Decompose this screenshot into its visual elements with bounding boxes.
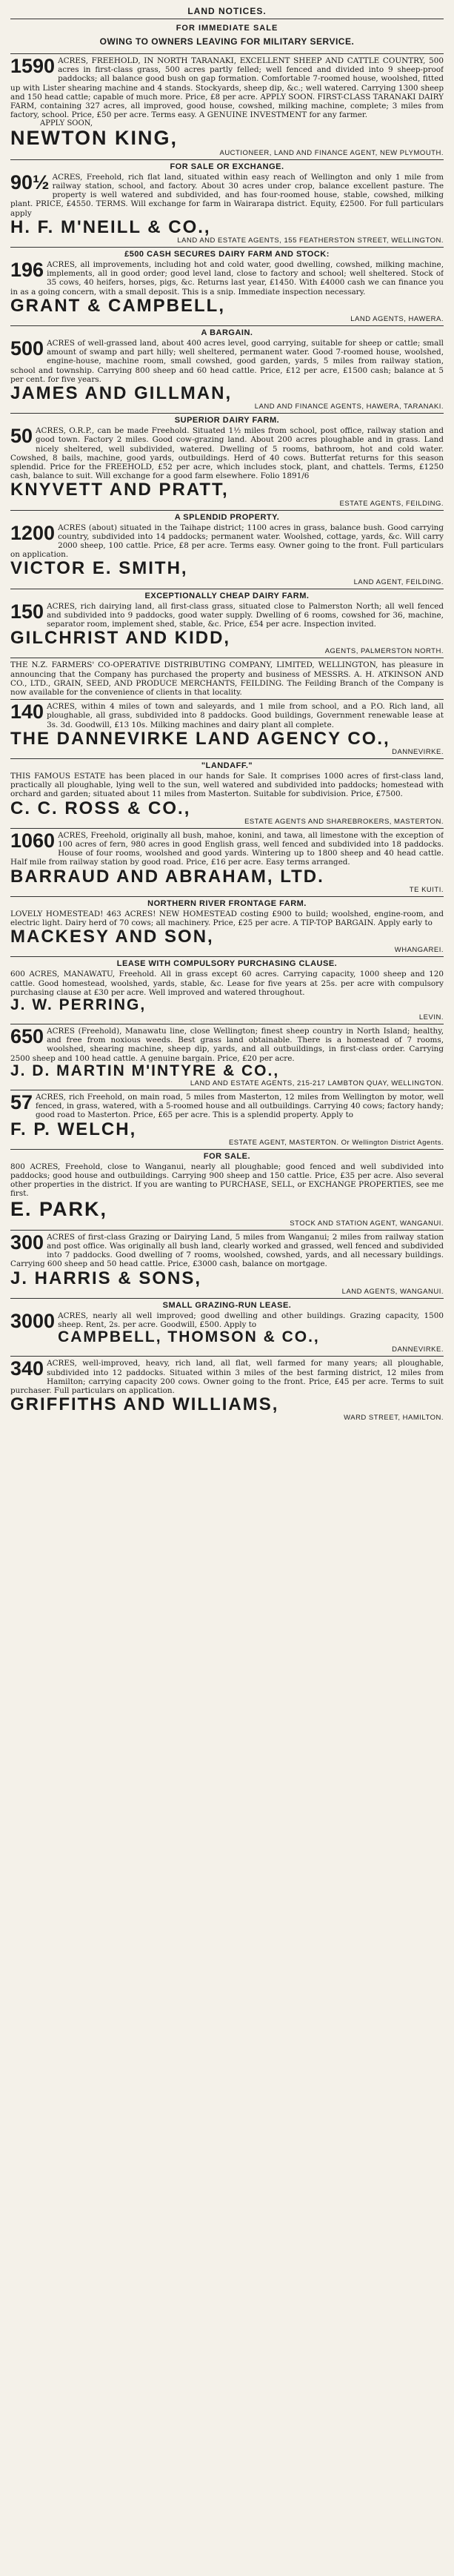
ad-heading: FOR SALE OR EXCHANGE.: [170, 162, 284, 171]
ad-acreage: 1200: [10, 521, 56, 544]
ad-block: [10, 245, 444, 323]
ad-firm-address: AUCTIONEER, LAND AND FINANCE AGENT, NEW PLYMOUTH.: [219, 148, 444, 157]
ad-firm-name: J. HARRIS & SONS,: [10, 1268, 202, 1288]
ad-firm-address: STOCK AND STATION AGENT, WANGANUI.: [290, 1219, 444, 1228]
ad-heading: A BARGAIN.: [201, 328, 253, 337]
ad-body: [10, 970, 444, 997]
ad-text: ACRES, O.R.P., can be made Freehold. Situated 1½ miles from school, post office, railway station and good town. Factory 2 miles. Good cow-grazing land. About 200 acres ploughable and in grass. Land nicely sheltered, well subdivided, watered. Dwelling of 5 rooms, bathroom, hot and cold water. Cowshed, 8 bails, machine, good yards, outbuildings. Herd of 40 cows. Butterfat returns for this season splendid. Price for the FREEHOLD, £52 per acre, which includes stock, plant, and chattels. Terms, £1250 cash, balance to suit. Will exchange for a good farm elsewhere. Folio 1891/6: [10, 426, 444, 481]
masthead: [10, 6, 444, 47]
ad-block: [10, 1022, 444, 1087]
ad-firm-name: THE DANNEVIRKE LAND AGENCY CO.,: [10, 728, 390, 749]
ad-firm-name: C. C. ROSS & CO.,: [10, 798, 191, 818]
ad-acreage: 650: [10, 1025, 44, 1048]
ad-block: [10, 697, 444, 756]
ad-text: 800 ACRES, Freehold, close to Wanganui, nearly all ploughable; good fenced and well subdivided into paddocks; good house and outbuildings. Carrying 900 sheep and 150 cattle. Price, £35 per acre. Also several other properties in the district. If you are wanting to PURCHASE, SELL, or EXCHANGE PROPERTIES, see me first.: [10, 1162, 444, 1199]
divider: [10, 1298, 444, 1299]
ad-body: [10, 170, 444, 218]
ad-acreage: 150: [10, 600, 44, 623]
ad-text: ACRES, rich Freehold, on main road, 5 miles from Masterton, 12 miles from Wellington by motor, well fenced, in grass, watered, with a 5-roomed house and all outbuildings. Carrying 40 cows; factory handy; good road to Masterton. Price, £65 per acre. This is a splendid property. Apply to: [36, 1092, 444, 1120]
ad-firm-address: LAND AGENTS, HAWERA.: [350, 314, 444, 323]
ad-firm-address: LAND AGENTS, WANGANUI.: [341, 1287, 444, 1296]
ad-acreage: 90½: [10, 170, 50, 193]
divider: [10, 1230, 444, 1231]
ad-body: [10, 523, 444, 560]
ad-body: [10, 1359, 444, 1395]
divider: [10, 896, 444, 897]
ad-body: [10, 1309, 444, 1332]
ad-acreage: 140: [10, 701, 44, 724]
ad-text: THE N.Z. FARMERS' CO-OPERATIVE DISTRIBUTING COMPANY, LIMITED, WELLINGTON, has pleasure in announcing that the Company has purchased the property and business of MESSRS. A. H. ATKINSON AND CO., LTD., GRAIN, SEED, AND PRODUCE MERCHANTS, FEILDING. The Feilding Branch of the Company is now available for the convenience of clients in that locality.: [10, 660, 444, 697]
ad-body: [10, 1090, 444, 1120]
ad-text: ACRES, FREEHOLD, IN NORTH TARANAKI, EXCELLENT SHEEP AND CATTLE COUNTRY, 500 acres in first-class grass, 500 acres partly felled; well fenced and divided into 9 sheep-proof paddocks; all balance good bush on gap formation. Comfortable 7-roomed house, woolshed, fitted up with Lister shearing machine and 4 stands. Stockyards, sheep dip, &c.; well watered. Carrying 1300 sheep and 150 head cattle; capable of much more. Price, £8 per acre. APPLY SOON. FIRST-CLASS TARANAKI DAIRY FARM, containing 327 acres, all improved, good house, cowshed, milking machine, complete; 3 miles from factory, school. Price, £50 per acre. Terms easy. A GENUINE INVESTMENT for any farmer.: [10, 56, 444, 120]
ad-text: ACRES of first-class Grazing or Dairying Land, 5 miles from Wanganui; 2 miles from railway station and post office. Was originally all bush land, clearly worked and grassed, well fenced and subdivided into 7 paddocks. Good dwelling of 7 rooms, woolshed, cowshed, yards, and all necessary buildings. Carrying 600 sheep and 50 head cattle. Price, £3000 cash, balance on mortgage.: [10, 1232, 444, 1269]
ad-firm-name: KNYVETT AND PRATT,: [10, 480, 229, 500]
ad-heading: SUPERIOR DAIRY FARM.: [174, 416, 280, 426]
ad-body: [10, 772, 444, 799]
divider: [10, 53, 444, 54]
ad-acreage: 1590: [10, 55, 56, 77]
ad-body: [10, 702, 444, 729]
ad-firm-name: E. PARK,: [10, 1197, 108, 1220]
ads-column: [10, 51, 444, 1422]
ad-firm-address: ESTATE AGENTS, FEILDING.: [339, 499, 444, 508]
section-banner: OWING TO OWNERS LEAVING FOR MILITARY SERVICE.: [99, 36, 355, 47]
section-subtitle: FOR IMMEDIATE SALE: [176, 24, 278, 33]
ad-heading: EXCEPTIONALLY CHEAP DAIRY FARM.: [144, 591, 310, 600]
ad-firm-name: J. W. PERRING,: [10, 996, 147, 1013]
ad-block: [10, 826, 444, 894]
ad-acreage: 500: [10, 337, 44, 360]
ad-firm-name: BARRAUD AND ABRAHAM, LTD.: [10, 866, 324, 887]
ad-body: [10, 1233, 444, 1269]
ad-firm-name: MACKESY AND SON,: [10, 927, 214, 947]
ad-body: [10, 602, 444, 629]
ad-firm-name: VICTOR E. SMITH,: [10, 558, 188, 579]
ad-block: [10, 51, 444, 157]
ad-block: [10, 655, 444, 697]
ad-block: [10, 894, 444, 955]
ad-firm-address: ESTATE AGENTS AND SHAREBROKERS, MASTERTON.: [244, 817, 444, 826]
ad-block: [10, 411, 444, 507]
ad-text: ACRES, well-improved, heavy, rich land, all flat, well farmed for many years; all ploughable, subdivided into 12 paddocks. Situated within 3 miles of the best farming district, 12 miles from Hamilton; carrying capacity 200 cows. Owner going to the front. Price, £45 per acre. Terms to suit purchaser. Full particulars on application.: [10, 1359, 444, 1395]
divider: [10, 510, 444, 511]
ad-firm-address: AGENTS, PALMERSTON NORTH.: [324, 647, 444, 656]
section-title: LAND NOTICES.: [187, 6, 267, 16]
ad-body: [10, 339, 444, 384]
ad-firm-name: CAMPBELL, THOMSON & CO.,: [58, 1328, 320, 1346]
ad-block: [10, 323, 444, 411]
ad-text: THIS FAMOUS ESTATE has been placed in our hands for Sale. It comprises 1000 acres of first-class land, practically all ploughable, lying well to the sun, well watered and subdivided into paddocks; homestead with orchard and garden; situated about 11 miles from Masterton. Suitable for subdivision. Price, £7500.: [10, 771, 444, 799]
ad-acreage: 50: [10, 425, 33, 448]
ad-firm-address: TE KUITI.: [409, 885, 444, 894]
ad-text: LOVELY HOMESTEAD! 463 ACRES! NEW HOMESTEAD costing £900 to build; woolshed, engine-room, and electric light. Dairy herd of 70 cows; all machinery. Price, £25 per acre. A TIP-TOP BARGAIN. Apply early to: [10, 909, 444, 927]
divider: [10, 247, 444, 248]
ad-block: [10, 157, 444, 245]
ad-text: ACRES (Freehold), Manawatu line, close Wellington; finest sheep country in North Island; healthy, and free from noxious weeds. Best grass land obtainable. There is a homestead of 7 rooms, woolshed, shearing machine, sheep dip, yards, and all outbuildings, in first-class order. Carrying 2500 sheep and 100 head cattle. A genuine bargain. Price, £20 per acre.: [10, 1027, 444, 1063]
ad-text: ACRES, nearly all well improved; good dwelling and other buildings. Grazing capacity, 1500 sheep. Rent, 2s. per acre. Goodwill, £500. Apply to: [58, 1311, 444, 1330]
ad-block: [10, 1087, 444, 1147]
ad-heading: NORTHERN RIVER FRONTAGE FARM.: [147, 898, 307, 908]
divider: [10, 1356, 444, 1357]
ad-body: [10, 56, 444, 119]
ad-text: ACRES (about) situated in the Taihape district; 1100 acres in grass, balance bush. Good carrying country, subdivided into 14 paddocks; permanent water. Woolshed, cottage, yards, &c. Will carry 2000 sheep, 100 cattle. Price, £8 per acre. Terms easy. Owner going to the front. Full particulars on application.: [10, 523, 444, 560]
ad-firm-address: LAND AND FINANCE AGENTS, HAWERA, TARANAKI.: [254, 403, 444, 411]
ad-body: [10, 660, 444, 697]
ad-firm-name: JAMES AND GILLMAN,: [10, 383, 233, 403]
ad-firm-name: J. D. MARTIN M'INTYRE & CO.,: [10, 1062, 280, 1079]
ad-firm-address: DANNEVIRKE.: [392, 1345, 444, 1354]
ad-acreage: 1060: [10, 829, 56, 852]
ad-firm-name: GRANT & CAMPBELL,: [10, 295, 225, 316]
ad-body: [10, 910, 444, 927]
divider: [10, 828, 444, 829]
ad-block: [10, 508, 444, 586]
divider: [10, 956, 444, 957]
ad-firm-address: WHANGAREI.: [394, 946, 444, 955]
ad-heading: A SPLENDID PROPERTY.: [174, 512, 280, 522]
divider: [10, 1149, 444, 1150]
ad-firm-address: WARD STREET, HAMILTON.: [344, 1414, 444, 1423]
ad-block: [10, 1228, 444, 1296]
ad-firm-name: NEWTON KING,: [10, 127, 178, 150]
ad-heading: FOR SALE.: [203, 1151, 251, 1161]
ad-acreage: 57: [10, 1090, 33, 1113]
ad-text: ACRES of well-grassed land, about 400 acres level, good carrying, suitable for sheep or cattle; small amount of swamp and part hilly; well sheltered, permanent water. Good 7-roomed house, woolshed, engine-house, machine room, small cowshed, good garden, yards, 5 miles from railway station, school and township. Carrying 800 sheep and 60 head cattle. Price, £12 per acre, £1500 cash; balance at 5 per cent. for five years.: [10, 338, 444, 384]
divider: [10, 413, 444, 414]
ad-block: [10, 1296, 444, 1354]
divider: [10, 325, 444, 326]
ad-text: ACRES, all improvements, including hot and cold water, good dwelling, cowshed, milking machine, implements, all in good order; good level land, close to factory and school; well sheltered. Stock of 35 cows, 40 heifers, horses, pigs, &c. Returns last year, £1450. With £4000 cash we can finance you in as a going concern, with a small deposit. This is a snip. Immediate inspection necessary.: [10, 259, 444, 297]
ad-block: [10, 1354, 444, 1422]
ad-body: [10, 1027, 444, 1063]
ad-body: [10, 426, 444, 480]
ad-block: [10, 1147, 444, 1228]
ad-heading: "LANDAFF.": [201, 761, 253, 770]
ad-text: ACRES, Freehold, rich flat land, situated within easy reach of Wellington and only 1 mile from railway station, school, and factory. About 30 acres under crop, balance excellent pasture. The property is well watered and subdivided, and has four-roomed house, stable, cowshed, milking plant. PRICE, £4550. TERMS. Will exchange for farm in Wairarapa district. Equity, £2500. For full particulars apply: [10, 172, 444, 218]
ad-firm-address: DANNEVIRKE.: [392, 747, 444, 756]
ad-text: ACRES, Freehold, originally all bush, mahoe, konini, and tawa, all limestone with the exception of 100 acres of fern, 980 acres in good English grass, well fenced and subdivided into 18 paddocks. House of four rooms, woolshed and good yards. Wintering up to 1800 sheep and 40 head cattle. Half mile from railway station by good road. Price, £16 per acre. Easy terms arranged.: [10, 830, 444, 867]
ad-firm-name: F. P. WELCH,: [10, 1119, 137, 1139]
ad-firm-name: H. F. M'NEILL & CO.,: [10, 216, 211, 237]
ad-body: [10, 831, 444, 867]
ad-firm-address: LAND AND ESTATE AGENTS, 155 FEATHERSTON STREET, WELLINGTON.: [177, 236, 444, 245]
ad-firm-address: LEVIN.: [418, 1013, 444, 1022]
ad-apply: APPLY SOON,: [40, 119, 93, 128]
ad-acreage: 300: [10, 1231, 44, 1254]
ad-text: ACRES, rich dairying land, all first-class grass, situated close to Palmerston North; all well fenced and subdivided into 9 paddocks, good water supply. Dwelling of 6 rooms, cowshed for 36, machine, separator room, implement shed, stable, &c. Price, £54 per acre. Inspection invited.: [47, 601, 444, 629]
ad-heading: £500 CASH SECURES DAIRY FARM AND STOCK:: [124, 249, 330, 259]
ad-acreage: 340: [10, 1357, 44, 1380]
ad-acreage: 196: [10, 258, 44, 281]
ad-block: [10, 756, 444, 826]
ad-text: ACRES, within 4 miles of town and saleyards, and 1 mile from school, and a P.O. Rich land, all ploughable, all grass, subdivided into 8 paddocks. Good buildings, Government renewable lease at 3s. 3d. Goodwill, £13 10s. Milking machines and dairy plant all complete.: [47, 702, 444, 729]
ad-heading: LEASE WITH COMPULSORY PURCHASING CLAUSE.: [116, 959, 338, 969]
ad-firm-name: GRIFFITHS AND WILLIAMS,: [10, 1394, 279, 1415]
ad-firm-address: LAND AND ESTATE AGENTS, 215-217 LAMBTON QUAY, WELLINGTON.: [190, 1079, 444, 1087]
divider: [10, 699, 444, 700]
ad-text: 600 ACRES, MANAWATU, Freehold. All in grass except 60 acres. Carrying capacity, 1000 sheep and 120 cattle. Good homestead, woolshed, yards, stable, &c. Lease for five years at 25s. per acre with compulsory purchasing clause at £30 per acre. Well improved and watered throughout.: [10, 970, 444, 997]
ad-heading: SMALL GRAZING-RUN LEASE.: [162, 1300, 292, 1310]
divider: [10, 159, 444, 160]
ad-body: [10, 1162, 444, 1199]
divider: [10, 758, 444, 759]
ad-body: [10, 260, 444, 297]
ad-acreage: 3000: [10, 1309, 56, 1332]
ad-firm-address: ESTATE AGENT, MASTERTON. Or Wellington District Agents.: [228, 1138, 444, 1147]
ad-firm-name: GILCHRIST AND KIDD,: [10, 628, 231, 649]
ad-block: [10, 586, 444, 656]
ad-firm-address: LAND AGENT, FEILDING.: [353, 577, 444, 586]
ad-block: [10, 954, 444, 1022]
